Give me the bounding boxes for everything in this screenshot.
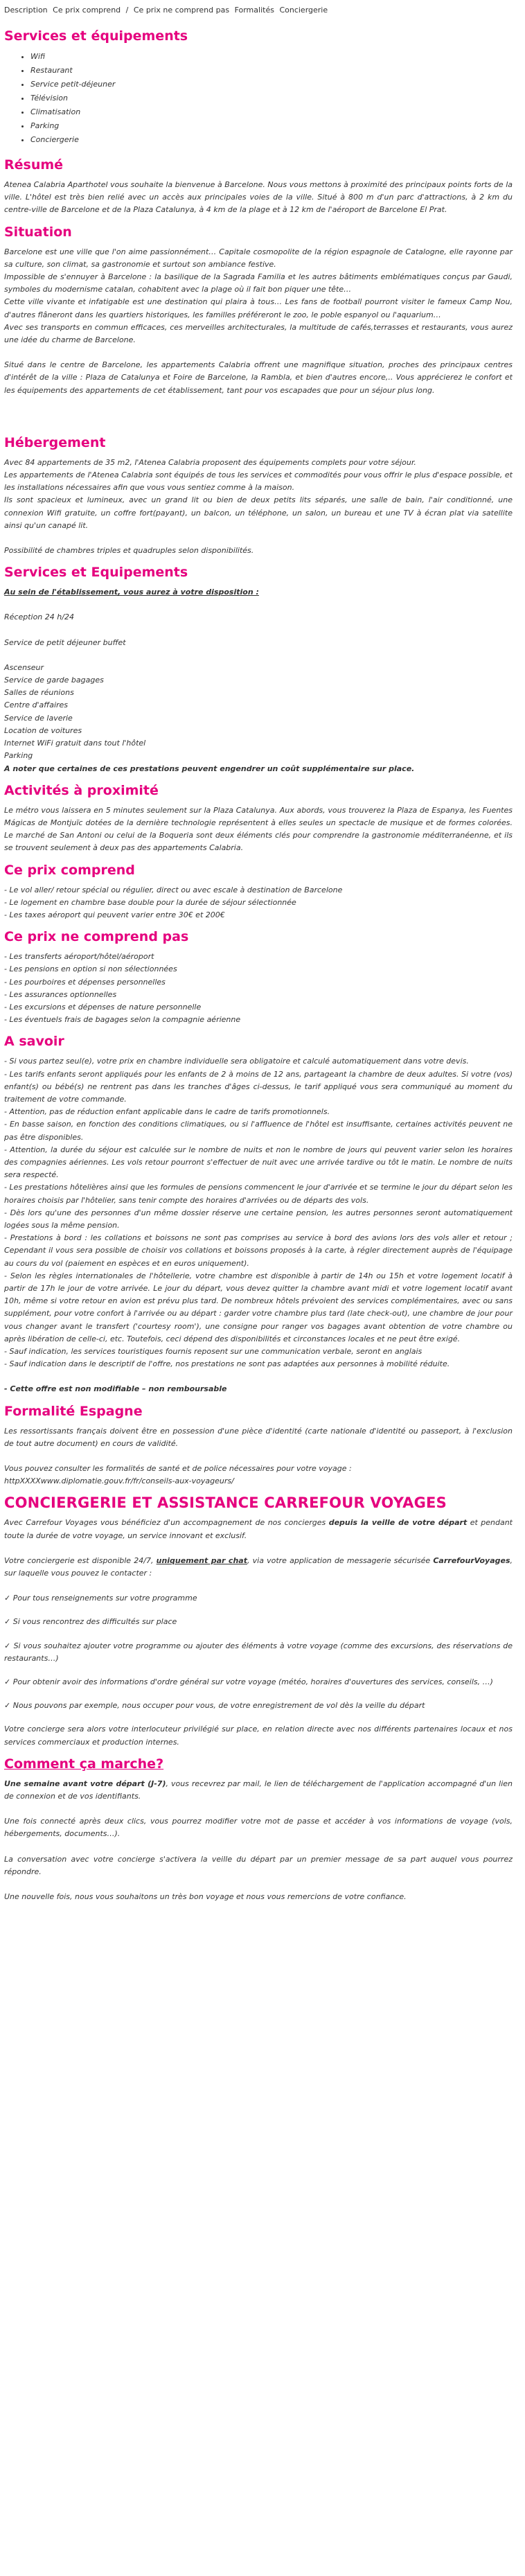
conciergerie-intro-a: Avec Carrefour Voyages vous bénéficiez d'un accompagnement de nos concierges bbox=[4, 1518, 329, 1528]
conciergerie-text bbox=[4, 1517, 513, 1748]
prix-non-comprend-item: - Les transferts aéroport/hôtel/aéroport bbox=[4, 952, 154, 962]
asavoir-item: - En basse saison, en fonction des conditions climatiques, ou si l'affluence de l'hôtel est insuffisante, certaines activités peuvent ne pas être disponibles. bbox=[4, 1120, 513, 1142]
asavoir-list bbox=[4, 1055, 513, 1395]
asavoir-item: - Attention, la durée du séjour est calculée sur le nombre de nuits et non le nombre de jours qui peuvent varier selon les horaires des compagnies aériennes. Les vols retour pourront s'effectuer de nuit avec une arrivée tardive ou tôt le matin. Le nombre de nuits sera respecté. bbox=[4, 1145, 513, 1180]
service-item: • Climatisation bbox=[30, 105, 513, 119]
service-item: • Télévision bbox=[30, 91, 513, 105]
check-item: ✓ Pour obtenir avoir des informations d'ordre général sur votre voyage (météo, horaires d'ouvertures des services, conseils, …) bbox=[4, 1677, 493, 1687]
services-heading: Services et équipements bbox=[4, 28, 188, 44]
situation-heading: Situation bbox=[4, 224, 72, 240]
situation-paragraph: Barcelone est une ville que l'on aime passionnément… Capitale cosmopolite de la région espagnole de Catalogne, elle rayonne par sa culture, son climat, sa gastronomie et surtout son ambiance festive. bbox=[4, 247, 513, 269]
services2-item: Ascenseur bbox=[4, 662, 44, 672]
services2-item: Service de garde bagages bbox=[4, 676, 104, 685]
services2-reception: Réception 24 h/24 bbox=[4, 612, 74, 622]
formalite-paragraph: Les ressortissants français doivent être en possession d'une pièce d'identité (carte nationale d'identité ou passeport, à l'exclusion de tout autre document) en cours de validité. bbox=[4, 1426, 513, 1448]
services2-text bbox=[4, 586, 513, 775]
conciergerie-heading: CONCIERGERIE ET ASSISTANCE CARREFOUR VOYAGES bbox=[4, 1494, 447, 1512]
prix-non-comprend-item: - Les excursions et dépenses de nature personnelle bbox=[4, 1002, 202, 1012]
hebergement-line: Ils sont spacieux et lumineux, avec un grand lit ou bien de deux petits lits séparés, une salle de bain, l'air conditionné, une connexion Wifi gratuite, un coffre fort(payant), un balcon, un téléphone, un salon, un bureau et une TV à écran plat via satellite ainsi qu'un canapé lit. bbox=[4, 495, 513, 530]
hebergement-line: Les appartements de l'Atenea Calabria sont équipés de tous les services et commodités pour vous offrir le plus d'espace possible, et les installations nécessaires afin que vous vous sentiez comme à la maison. bbox=[4, 470, 513, 493]
service-item: • Conciergerie bbox=[30, 133, 513, 147]
comment-text bbox=[4, 1778, 513, 1903]
service-item: • Parking bbox=[30, 119, 513, 133]
avail-e: , sur laquelle vous pouvez le contacter : bbox=[4, 1555, 513, 1578]
prix-comprend-item: - Les taxes aéroport qui peuvent varier entre 30€ et 200€ bbox=[4, 910, 225, 919]
situation-text bbox=[4, 246, 513, 397]
service-item: • Restaurant bbox=[30, 64, 513, 78]
nav-prix-comprend[interactable]: Ce prix comprend bbox=[53, 6, 121, 15]
asavoir-item: - Si vous partez seul(e), votre prix en chambre individuelle sera obligatoire et calculé automatiquement dans votre devis. bbox=[4, 1057, 469, 1066]
services-list bbox=[4, 50, 513, 147]
asavoir-item: - Prestations à bord : les collations et boissons ne sont pas comprises au service à bord des avions lors des vols aller et retour ; Cependant il vous sera possible de choisir vos collations et boissons proposés à la carte, à régler directement auprès de l'équipage au cours du vol (paiement en espèces et en euros uniquement). bbox=[4, 1233, 513, 1268]
prix-non-comprend-item: - Les assurances optionnelles bbox=[4, 989, 117, 999]
nav-formalites[interactable]: Formalités bbox=[234, 6, 274, 15]
formalite-heading: Formalité Espagne bbox=[4, 1403, 143, 1419]
avail-b: uniquement par chat bbox=[156, 1555, 247, 1565]
asavoir-item: - Dès lors qu'une des personnes d'un même dossier réserve une certaine pension, les autres personnes seront automatiquement logées sous la même pension. bbox=[4, 1208, 513, 1230]
services2-item: Salles de réunions bbox=[4, 688, 74, 698]
check-item: ✓ Pour tous renseignements sur votre programme bbox=[4, 1594, 197, 1603]
asavoir-heading: A savoir bbox=[4, 1034, 64, 1050]
situation-paragraph: Avec ses transports en commun efficaces, ces merveilles architecturales, la multitude de cafés,terrasses et restaurants, vous aurez une idée du charme de Barcelone. bbox=[4, 322, 513, 345]
comment-p3: La conversation avec votre concierge s'activera la veille du départ par un premier message de sa part auquel vous pourrez répondre. bbox=[4, 1854, 513, 1876]
asavoir-item: - Sauf indication dans le descriptif de l'offre, nos prestations ne sont pas adaptées aux personnes à mobilité réduite. bbox=[4, 1359, 450, 1369]
prix-comprend-list bbox=[4, 884, 513, 922]
check-item: ✓ Si vous rencontrez des difficultés sur place bbox=[4, 1617, 177, 1627]
asavoir-item: - Les tarifs enfants seront appliqués pour les enfants de 2 à moins de 12 ans, partageant la chambre de deux adultes. Si votre (vos) enfant(s) ou bébé(s) ne rentrent pas dans les tranches d'âges ci-dessus, le tarif appliqué vous sera communiqué au moment du traitement de votre commande. bbox=[4, 1069, 513, 1104]
situation-paragraph: Impossible de s'ennuyer à Barcelone : la basilique de la Sagrada Familia et les autres bâtiments emblématiques conçus par Gaudi, symboles du modernisme catalan, cohabitent avec la plage où il fait bon piquer une tête… bbox=[4, 272, 513, 294]
activites-heading: Activités à proximité bbox=[4, 782, 159, 798]
comment-p4: Une nouvelle fois, nous vous souhaitons un très bon voyage et nous vous remercions de votre confiance. bbox=[4, 1892, 407, 1902]
prix-non-comprend-list bbox=[4, 951, 513, 1026]
formalite-text bbox=[4, 1425, 513, 1488]
prix-non-comprend-heading: Ce prix ne comprend pas bbox=[4, 929, 189, 945]
prix-comprend-item: - Le logement en chambre base double pour la durée de séjour sélectionnée bbox=[4, 897, 296, 907]
avail-a: Votre conciergerie est disponible 24/7, bbox=[4, 1555, 157, 1565]
services2-item: Internet WiFi gratuit dans tout l'hôtel bbox=[4, 739, 146, 748]
comment-p1-bold: Une semaine avant votre départ (J-7) bbox=[4, 1779, 166, 1788]
comment-p2: Une fois connecté après deux clics, vous pourrez modifier votre mot de passe et accéder à vos informations de voyage (vols, hébergements, documents…). bbox=[4, 1817, 513, 1839]
hebergement-note: Possibilité de chambres triples et quadruples selon disponibilités. bbox=[4, 546, 254, 556]
prix-non-comprend-item: - Les éventuels frais de bagages selon la compagnie aérienne bbox=[4, 1015, 241, 1025]
asavoir-item: - Sauf indication, les services touristiques fournis reposent sur une communication verbale, seront en anglais bbox=[4, 1347, 422, 1357]
services2-breakfast: Service de petit déjeuner buffet bbox=[4, 637, 126, 647]
situation-paragraph: Cette ville vivante et infatigable est une destination qui plaira à tous… Les fans de football pourront visiter le fameux Camp Nou, d'autres flâneront dans les quartiers historiques, les familles préféreront le zoo, le poble espanyol ou l'aquarium… bbox=[4, 297, 513, 319]
hebergement-text bbox=[4, 457, 513, 557]
hebergement-line: Avec 84 appartements de 35 m2, l'Atenea Calabria proposent des équipements complets pour votre séjour. bbox=[4, 457, 416, 467]
services2-item: Service de laverie bbox=[4, 713, 73, 723]
conciergerie-intro-b: depuis la veille de votre départ bbox=[328, 1518, 468, 1528]
services2-heading: Services et Equipements bbox=[4, 565, 188, 581]
services2-item: Location de voitures bbox=[4, 725, 82, 735]
formalite-paragraph: Vous pouvez consulter les formalités de santé et de police nécessaires pour votre voyage : bbox=[4, 1464, 352, 1474]
hebergement-heading: Hébergement bbox=[4, 434, 106, 450]
prix-comprend-item: - Le vol aller/ retour spécial ou régulier, direct ou avec escale à destination de Barcelone bbox=[4, 885, 343, 894]
avail-c: , via votre application de messagerie sécurisée bbox=[247, 1555, 434, 1565]
nav-description[interactable]: Description bbox=[4, 6, 48, 15]
conciergerie-outro: Votre concierge sera alors votre interlocuteur privilégié sur place, en relation directe avec nos différents partenaires locaux et nos services commerciaux et production internes. bbox=[4, 1724, 513, 1747]
situation-paragraph: Situé dans le centre de Barcelone, les appartements Calabria offrent une magnifique situation, proches des principaux centres d'intérêt de la ville : Plaza de Catalunya et Foire de Barcelone, la Rambla, et bien d'autres encore,.. Vous apprécierez le confort et les équipements des appartements de cet établissement, tant pour vos escapades que pour un séjour plus long. bbox=[4, 360, 513, 395]
asavoir-item: - Attention, pas de réduction enfant applicable dans le cadre de tarifs promotionnels. bbox=[4, 1107, 330, 1117]
nav-conciergerie[interactable]: Conciergerie bbox=[279, 6, 328, 15]
conciergerie-checklist bbox=[4, 1592, 513, 1712]
conciergerie-intro-c: et pendant toute la durée de votre voyage, un service innovant et exclusif. bbox=[4, 1518, 513, 1540]
prix-non-comprend-item: - Les pourboires et dépenses personnelles bbox=[4, 977, 166, 987]
services2-item: Parking bbox=[4, 751, 33, 761]
conciergerie-availability bbox=[4, 1555, 513, 1580]
comment-p1-rest: , vous recevrez par mail, le lien de téléchargement de l'application accompagné d'un lien de connexion et de vos identifiants. bbox=[4, 1779, 513, 1801]
conciergerie-intro bbox=[4, 1517, 513, 1542]
asavoir-item: - Les prestations hôtelières ainsi que les formules de pensions commencent le jour d'arrivée et se termine le jour du départ selon les horaires choisis par l'hôtelier, sans tenir compte des horaires d'arrivées ou de départs des vols. bbox=[4, 1183, 513, 1205]
prix-comprend-heading: Ce prix comprend bbox=[4, 862, 135, 878]
avail-d: CarrefourVoyages bbox=[433, 1555, 510, 1565]
resume-text: Atenea Calabria Aparthotel vous souhaite la bienvenue à Barcelone. Nous vous mettons à proximité des principaux points forts de la ville. L'hôtel est très bien relié avec un accès aux principales voies de la ville. Situé à 800 m d'un parc d'attractions, à 2 km du centre-ville de Barcelone et de la Plaza Catalunya, à 4 km de la plage et à 12 km de l'aéroport de Barcelone El Prat. bbox=[4, 180, 513, 215]
formalite-link[interactable]: httpXXXXwww.diplomatie.gouv.fr/fr/conseils-aux-voyageurs/ bbox=[4, 1476, 234, 1486]
asavoir-note: - Cette offre est non modifiable – non remboursable bbox=[4, 1384, 227, 1394]
services2-intro: Au sein de l'établissement, vous aurez à votre disposition : bbox=[4, 588, 259, 597]
comment-heading: Comment ça marche? bbox=[4, 1756, 164, 1772]
services2-item: Centre d'affaires bbox=[4, 700, 69, 710]
asavoir-item: - Selon les règles internationales de l'hôtellerie, votre chambre est disponible à partir de 14h ou 15h et votre logement locatif à partir de 17h le jour de votre arrivée. Le jour du départ, vous devez quitter la chambre avant midi et votre logement locatif avant 10h, même si votre retour en avion est prévu plus tard. De nombreux hôtels prévoient des services complémentaires, avec ou sans supplément, pour votre confort à l'arrivée ou au départ : garder votre chambre plus tard (late check-out), une chambre de jour pour vous changer avant le transfert ('courtesy room'), une consigne pour ranger vos bagages avant obtention de votre chambre ou après libération de celle-ci, etc. Toutefois, ceci dépend des disponibilités et circonstances locales et ne peut être exigé. bbox=[4, 1271, 513, 1343]
check-item: ✓ Si vous souhaitez ajouter votre programme ou ajouter des éléments à votre voyage (comme des excursions, des réservations de restaurants…) bbox=[4, 1641, 513, 1663]
top-nav bbox=[4, 4, 513, 17]
comment-p1 bbox=[4, 1778, 513, 1803]
prix-non-comprend-item: - Les pensions en option si non sélectionnées bbox=[4, 964, 177, 974]
nav-prix-ne-comprend-pas[interactable]: Ce prix ne comprend pas bbox=[133, 6, 230, 15]
check-item: ✓ Nous pouvons par exemple, nous occuper pour vous, de votre enregistrement de vol dès la veille du départ bbox=[4, 1701, 425, 1711]
service-item: • Wifi bbox=[30, 50, 513, 64]
resume-heading: Résumé bbox=[4, 157, 64, 173]
services2-note: A noter que certaines de ces prestations peuvent engendrer un coût supplémentaire sur place. bbox=[4, 764, 415, 773]
service-item: • Service petit-déjeuner bbox=[30, 78, 513, 91]
nav-separator: / bbox=[125, 6, 129, 15]
activites-text: Le métro vous laissera en 5 minutes seulement sur la Plaza Catalunya. Aux abords, vous trouverez la Plaza de Espanya, les Fuentes Mágicas de Montjuïc dotées de la dernière technologie représentent à elles seules un spectacle de musique et de formes colorées. Le marché de San Antoni ou celui de la Boqueria sont deux éléments clés pour comprendre la gastronomie méditerranéenne, et ils se trouvent seulement à deux pas des appartements Calabria. bbox=[4, 805, 513, 853]
